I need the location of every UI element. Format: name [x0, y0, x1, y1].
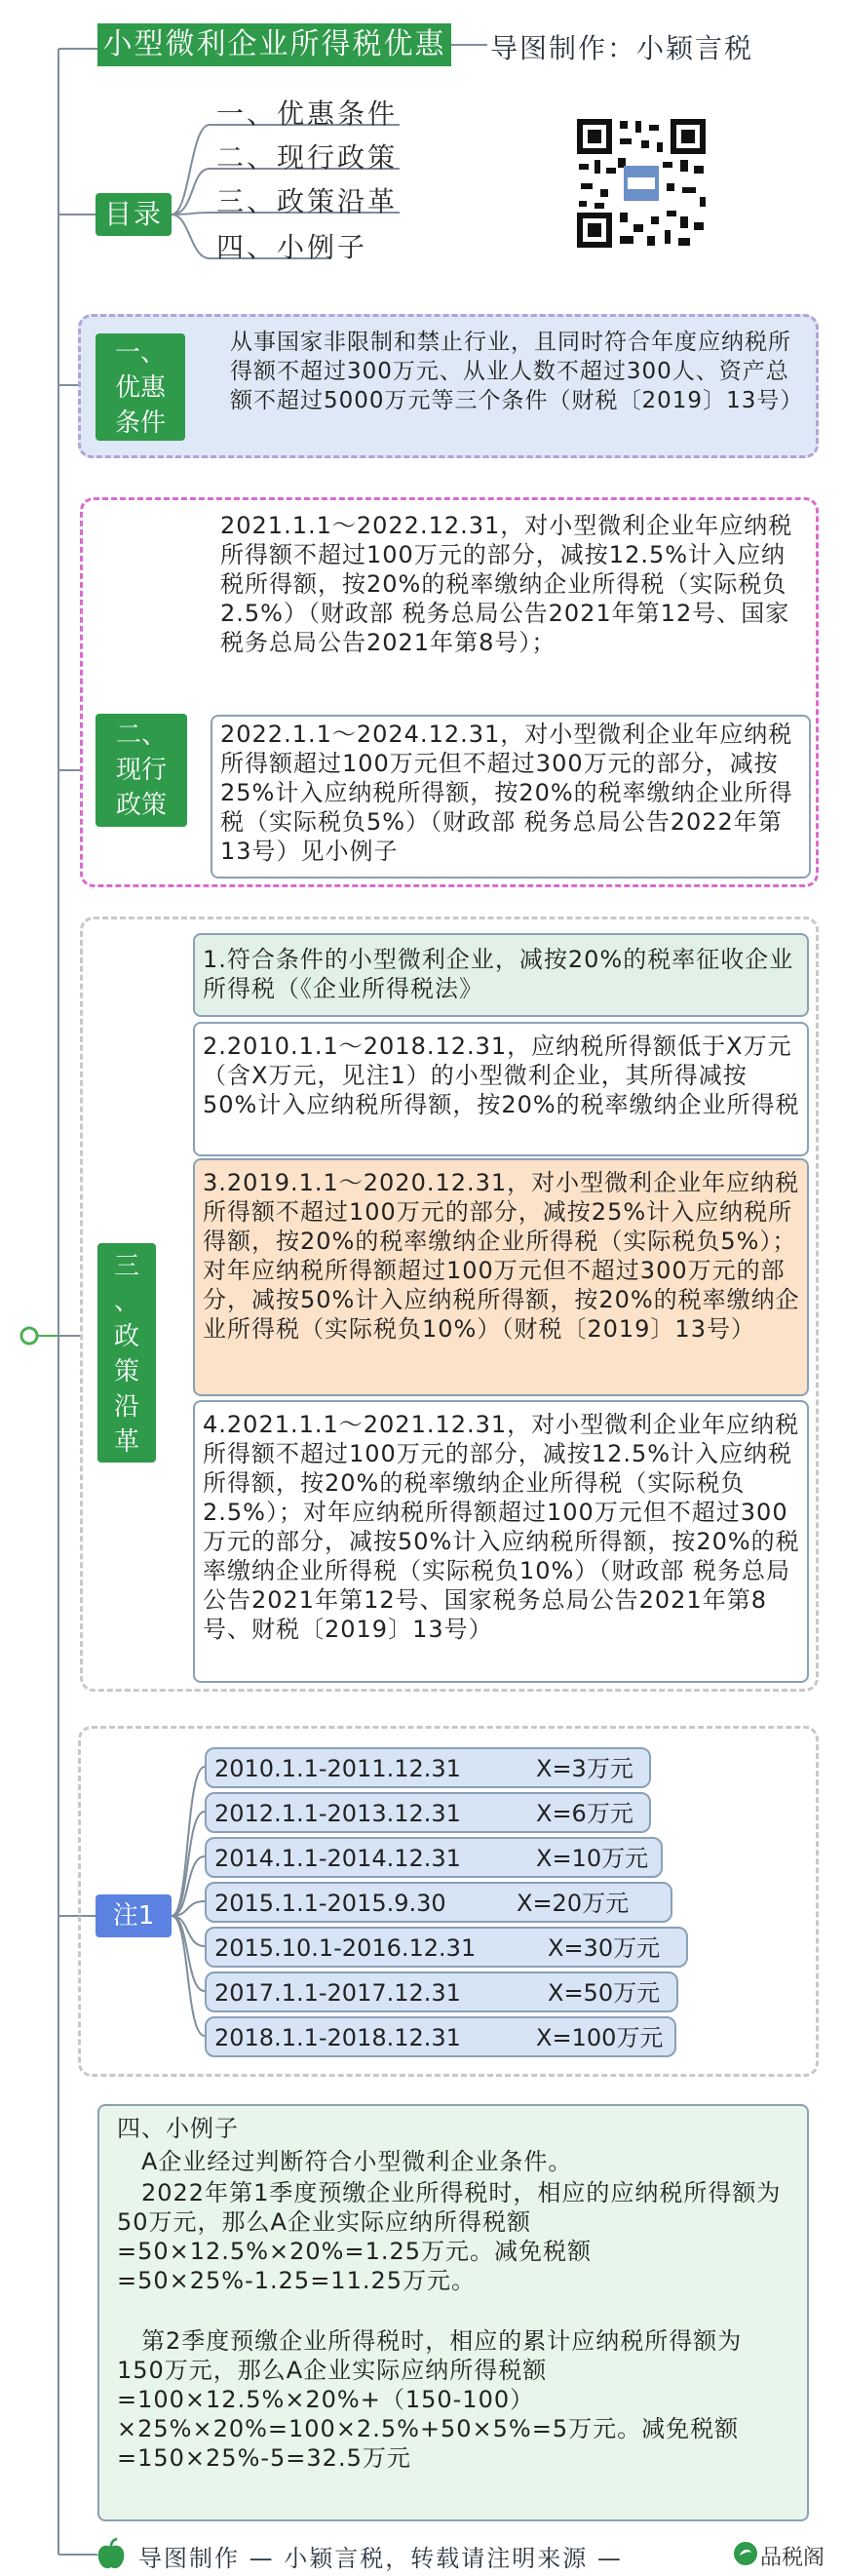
section1-tag-line: 一、: [114, 338, 166, 368]
note1-row: [205, 1882, 672, 1923]
note1-x-value: X=20万元: [517, 1890, 630, 1917]
section3-tag-char: 沿: [113, 1392, 139, 1422]
example-box: [97, 2104, 809, 2521]
footer-credit: 导图制作 — 小颖言税，转载请注明来源 —: [138, 2545, 623, 2572]
policy-history-text-3: 3.2019.1.1～2020.12.31，对小型微利企业年应纳税所得额不超过100万元的部分，减按25%计入应纳税所得额，按20%的税率缴纳企业所得税（实际税负5%）；对年应纳税所得额超过100万元但不超过300万元的部分，减按50%计入应纳税所得额，按20%的税率缴纳企业所得税（实际税负10%）（财税〔2019〕13号）: [203, 1169, 800, 1343]
policy-history-text-2: 2.2010.1.1～2018.12.31，应纳税所得额低于X万元（含X万元，见注1）的小型微利企业，其所得减按50%计入应纳税所得额，按20%的税率缴纳企业所得税: [203, 1033, 800, 1118]
section3-tag-char: 、: [113, 1287, 139, 1316]
note1-x-value: X=3万元: [536, 1755, 633, 1782]
section2-tag[interactable]: [96, 714, 187, 827]
example-line-3: 第2季度预缴企业所得税时，相应的累计应纳税所得额为150万元，那么A企业实际应纳所得税额=100×12.5%×20%+（150-100）×25%×20%=100×2.5%+50×5%=5万元。减免税额=150×25%-5=32.5万元: [117, 2327, 743, 2472]
note1-row: [205, 1837, 663, 1878]
example-heading: 四、小例子: [117, 2115, 239, 2142]
author-credit: 导图制作：小颖言税: [490, 32, 754, 64]
policy-history-item-3: [193, 1158, 809, 1396]
note1-period: 2015.1.1-2015.9.30: [214, 1890, 446, 1917]
section3-tag-char: 革: [113, 1427, 139, 1457]
section1-tag-line: 条件: [114, 409, 166, 438]
note1-x-value: X=10万元: [536, 1845, 649, 1872]
policy-history-item-1: [193, 933, 809, 1017]
policy-history-text-1: 1.符合条件的小型微利企业，减按20%的税率征收企业所得税（《企业所得税法》: [203, 946, 794, 1002]
note1-x-value: X=50万元: [548, 1979, 661, 2007]
brand-logo-icon: [733, 2541, 758, 2566]
example-line-2: 2022年第1季度预缴企业所得税时，相应的应纳税所得额为50万元，那么A企业实际应纳所得税额=50×12.5%×20%=1.25万元。减免税额=50×25%-1.25=11.25万元。: [117, 2179, 782, 2294]
toc-item-current-policy[interactable]: 二、现行政策: [216, 141, 399, 174]
section2-item-2021: 2021.1.1～2022.12.31，对小型微利企业年应纳税所得额不超过100万元的部分，减按12.5%计入应纳税所得额，按20%的税率缴纳企业所得税（实际税负2.5%）（财政部 税务总局公告2021年第12号、国家税务总局公告2021年第8号）；: [220, 512, 793, 656]
note1-period: 2017.1.1-2017.12.31: [214, 1979, 461, 2007]
brand-name: 品税阁: [760, 2546, 825, 2570]
note1-x-value: X=100万元: [536, 2024, 664, 2051]
section3-tag[interactable]: [97, 1243, 156, 1463]
toc-item-policy-history[interactable]: 三、政策沿革: [216, 185, 399, 217]
note1-row: [205, 2016, 676, 2057]
section3-tag-char: 政: [113, 1322, 139, 1351]
policy-history-item-4: [193, 1400, 809, 1683]
toc-item-conditions[interactable]: 一、优惠条件: [216, 98, 399, 130]
policy-history-text-4: 4.2021.1.1～2021.12.31，对小型微利企业年应纳税所得额不超过100万元的部分，减按12.5%计入应纳税所得额，按20%的税率缴纳企业所得税（实际税负2.5%）；对年应纳税所得额超过100万元但不超过300万元的部分，减按50%计入应纳税所得额，按20%的税率缴纳企业所得税（实际税负10%）（财政部 税务总局公告2021年第12号、国家税务总局公告2021年第8号、财税〔2019〕13号）: [203, 1411, 800, 1643]
section1-text: 从事国家非限制和禁止行业，且同时符合年度应纳税所得额不超过300万元、从业人数不超过300人、资产总额不超过5000万元等三个条件（财税〔2019〕13号）: [230, 330, 804, 413]
note1-x-value: X=30万元: [548, 1934, 661, 1962]
note1-row: [205, 1927, 688, 1968]
note1-period: 2012.1.1-2013.12.31: [214, 1800, 461, 1827]
section2-tag-line: 政策: [115, 791, 167, 820]
note1-x-value: X=6万元: [536, 1800, 633, 1827]
qr-code-image: [573, 115, 710, 252]
note1-period: 2015.10.1-2016.12.31: [214, 1934, 477, 1962]
section1-tag-line: 优惠: [114, 373, 166, 403]
toc-item-example[interactable]: 四、小例子: [216, 231, 368, 263]
section3-tag-char: 策: [113, 1357, 139, 1386]
note1-row: [205, 1792, 651, 1833]
section1-tag[interactable]: [96, 333, 185, 441]
section2-tag-line: 二、: [115, 721, 167, 750]
apple-icon: [94, 2537, 129, 2572]
section2-item-2022: 2022.1.1～2024.12.31，对小型微利企业年应纳税所得额超过100万元但不超过300万元的部分，减按25%计入应纳税所得额，按20%的税率缴纳企业所得税（实际税负5%）（财政部 税务总局公告2022年第13号）见小例子: [220, 721, 793, 865]
note1-period: 2010.1.1-2011.12.31: [214, 1755, 461, 1782]
note1-period: 2018.1.1-2018.12.31: [214, 2024, 461, 2051]
note1-row: [205, 1971, 678, 2012]
example-line-1: A企业经过判断符合小型微利企业条件。: [117, 2148, 573, 2175]
toc-tag[interactable]: 目录: [96, 193, 172, 236]
note1-tag[interactable]: 注1: [96, 1894, 172, 1937]
map-title: 小型微利企业所得税优惠: [97, 23, 451, 66]
note1-period: 2014.1.1-2014.12.31: [214, 1845, 461, 1872]
note1-row: [205, 1747, 651, 1788]
section3-tag-char: 三: [113, 1252, 139, 1281]
policy-history-item-2: [193, 1022, 809, 1156]
section2-tag-line: 现行: [115, 756, 167, 785]
